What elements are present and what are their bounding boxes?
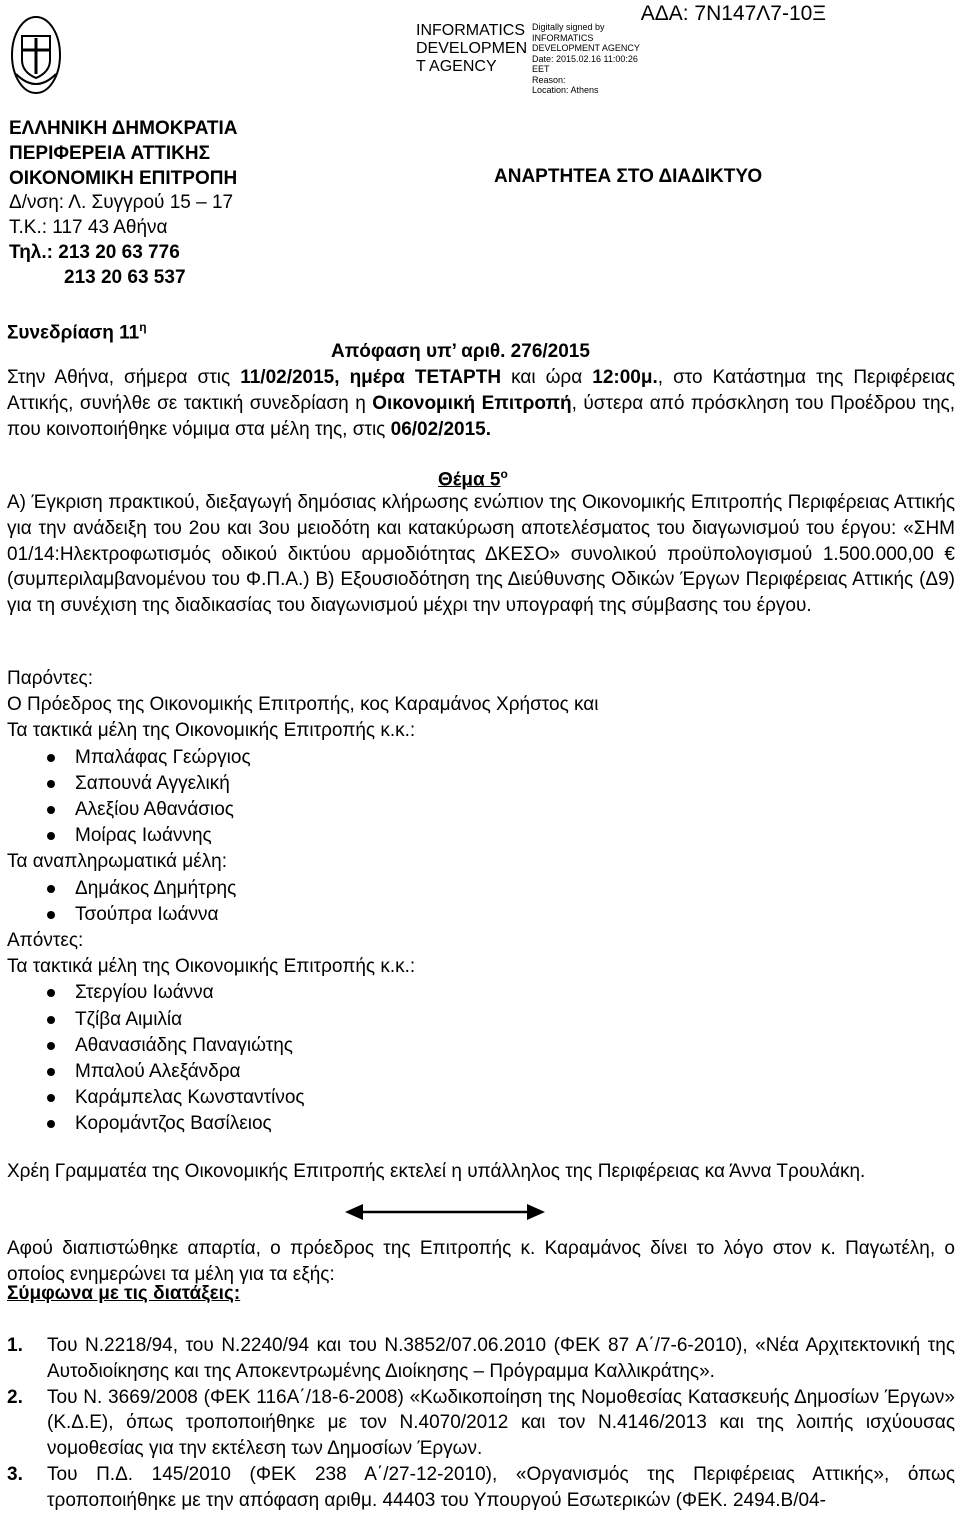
- quorum-paragraph: Αφού διαπιστώθηκε απαρτία, ο πρόεδρος της Επιτροπής κ. Καραμάνος δίνει το λόγο στον κ. Παγωτέλη, ο οποίος ενημερώνει τα μέλη για τα εξής:: [7, 1238, 955, 1285]
- letterhead-line: ΕΛΛΗΝΙΚΗ ΔΗΜΟΚΡΑΤΙΑ: [9, 118, 238, 139]
- letterhead-line: ΟΙΚΟΝΟΜΙΚΗ ΕΠΙΤΡΟΠΗ: [9, 167, 238, 189]
- intro-text: , στο Κατάστημα της Περιφέρειας Αττικής, συνήλθε σε τακτική συνεδρίαση η: [7, 367, 955, 414]
- secretary-paragraph: Χρέη Γραμματέα της Οικονομικής Επιτροπής εκτελεί η υπάλληλος της Περιφέρειας κα Άννα Τρουλάκη.: [7, 1161, 866, 1182]
- regular-members-label: Τα τακτικά μέλη της Οικονομικής Επιτροπής κ.κ.:: [7, 720, 416, 742]
- signature-detail-line: Digitally signed by: [532, 22, 605, 32]
- list-item: Αθανασιάδης Παναγιώτης: [7, 1033, 955, 1059]
- session-number: [7, 320, 147, 344]
- item-text: Του Ν. 3669/2008 (ΦΕΚ 116Α΄/18-6-2008) «Κωδικοποίηση της Νομοθεσίας Κατασκευής Δημοσίων Έργων» (Κ.Δ.Ε), όπως τροποποιήθηκε με τον Ν.4070/2012 και τον Ν.4146/2013 και της λοιπής ισχύουσας νομοθεσίας για την εκτέλεση των Δημοσίων Έργων.: [47, 1386, 955, 1460]
- signature-org-line: T AGENCY: [416, 58, 497, 75]
- list-item: Κορομάντζος Βασίλειος: [7, 1111, 955, 1137]
- intro-committee: Οικονομική Επιτροπή: [372, 392, 572, 414]
- list-item: Σαπουνά Αγγελική: [7, 771, 955, 797]
- signature-detail-line: INFORMATICS: [532, 32, 594, 43]
- item-text: Του Π.Δ. 145/2010 (ΦΕΚ 238 Α΄/27-12-2010), «Οργανισμός της Περιφέρειας Αττικής», όπως τροποποιήθηκε με την απόφαση αριθμ. 44403 του Υπουργού Εσωτερικών (ΦΕΚ. 2494.Β/04-: [47, 1463, 955, 1511]
- session-suffix: η: [139, 320, 147, 334]
- list-item: [7, 1333, 955, 1385]
- signature-org: [416, 22, 531, 76]
- item-number: 2.: [7, 1386, 23, 1408]
- letterhead: [9, 117, 237, 291]
- intro-paragraph: [7, 365, 955, 442]
- subject-paragraph: Α) Έγκριση πρακτικού, διεξαγωγή δημόσιας κλήρωσης ενώπιον της Οικονομικής Επιτροπής Περιφέρειας Αττικής για την ανάδειξη του 2ου και 3ου μειοδότη και κατακύρωση αποτελέσματος του διαγωνισμού του έργου: «ΣΗΜ 01/14:Ηλεκτροφωτισμός οδικού δικτύου αρμοδιότητας ΔΚΕΣΟ» συνολικού προϋπολογισμού 1.500.000,00 € (συμπεριλαμβανομένου του Φ.Π.Α.) Β) Εξουσιοδότηση της Διεύθυνσης Οδικών Έργων Περιφέρειας Αττικής (Δ9) για τη συνέχιση της διαδικασίας του διαγωνισμού μέχρι την υπογραφή της σύμβασης του έργου.: [7, 492, 955, 617]
- list-item: Τζίβα Αιμιλία: [7, 1007, 955, 1033]
- letterhead-line: Δ/νση: Λ. Συγγρού 15 – 17: [9, 192, 234, 214]
- intro-text: και ώρα: [501, 367, 593, 388]
- double-arrow-icon: [345, 1202, 545, 1222]
- letterhead-line: Τ.Κ.: 117 43 Αθήνα: [9, 217, 168, 239]
- signature-org-line: INFORMATICS: [416, 22, 526, 39]
- list-item: Μπαλάφας Γεώργιος: [7, 745, 955, 771]
- intro-text: Στην Αθήνα, σήμερα στις: [7, 367, 241, 388]
- provisions-title: Σύμφωνα με τις διατάξεις:: [7, 1283, 241, 1304]
- posting-notice: ΑΝΑΡΤΗΤΕΑ ΣΤΟ ΔΙΑΔΙΚΤΥΟ: [494, 166, 763, 187]
- signature-detail-line: Date: 2015.02.16 11:00:26: [532, 53, 638, 64]
- intro-date: 11/02/2015, ημέρα ΤΕΤΑΡΤΗ: [240, 367, 502, 388]
- list-item: [7, 1385, 955, 1462]
- list-item: Αλεξίου Αθανάσιος: [7, 797, 955, 823]
- item-text: Του Ν.2218/94, του Ν.2240/94 και του Ν.3852/07.06.2010 (ΦΕΚ 87 Α΄/7-6-2010), «Νέα Αρχιτεκτονική της Αυτοδιοίκησης και της Αποκεντρωμένης Διοίκησης – Πρόγραμμα Καλλικράτης».: [47, 1335, 955, 1382]
- topic-text: Θέμα 5: [438, 469, 501, 491]
- present-label: Παρόντες:: [7, 668, 93, 689]
- item-number: 3.: [7, 1463, 23, 1485]
- list-item: Μπαλού Αλεξάνδρα: [7, 1059, 955, 1085]
- absent-regular-label: Τα τακτικά μέλη της Οικονομικής Επιτροπής κ.κ.:: [7, 956, 416, 978]
- chair-line: Ο Πρόεδρος της Οικονομικής Επιτροπής, κος Καραμάνος Χρήστος και: [7, 694, 599, 716]
- list-item: Μοίρας Ιωάννης: [7, 823, 955, 849]
- attendance-section: [7, 666, 955, 1138]
- letterhead-line: ΠΕΡΙΦΕΡΕΙΑ ΑΤΤΙΚΗΣ: [9, 142, 211, 164]
- provisions-list: [7, 1333, 955, 1514]
- list-item: Καράμπελας Κωνσταντίνος: [7, 1085, 955, 1111]
- intro-time: 12:00μ.: [592, 367, 658, 388]
- letterhead-line: Τηλ.: 213 20 63 776: [9, 241, 180, 263]
- intro-invite-date: 06/02/2015.: [390, 418, 491, 440]
- intro-text: , ύστερα από πρόσκληση του Προέδρου της, που κοινοποιήθηκε νόμιμα στα μέλη της, στις: [7, 392, 955, 440]
- signature-org-line: DEVELOPMEN: [416, 40, 528, 57]
- ada-code: ΑΔΑ: 7Ν147Λ7-10Ξ: [640, 2, 826, 25]
- signature-detail-line: DEVELOPMENT AGENCY: [532, 43, 640, 53]
- letterhead-line: 213 20 63 537: [64, 266, 186, 288]
- signature-detail-line: Location: Athens: [532, 85, 599, 95]
- list-item: Τσούπρα Ιωάννα: [7, 902, 955, 928]
- item-number: 1.: [7, 1335, 23, 1356]
- absent-label: Απόντες:: [7, 930, 84, 952]
- session-text: Συνεδρίαση 11: [7, 322, 140, 344]
- topic-suffix: ο: [500, 467, 508, 481]
- signature-details: [532, 22, 640, 96]
- topic-heading: [438, 467, 508, 491]
- greek-emblem-icon: [10, 14, 62, 96]
- list-item: [7, 1462, 955, 1514]
- decision-number: Απόφαση υπ’ αριθ. 276/2015: [331, 341, 590, 362]
- signature-detail-line: Reason:: [532, 74, 566, 85]
- list-item: Δημάκος Δημήτρης: [7, 876, 955, 902]
- alternate-members-label: Τα αναπληρωματικά μέλη:: [7, 851, 228, 873]
- list-item: Στεργίου Ιωάννα: [7, 980, 955, 1006]
- signature-detail-line: EET: [532, 64, 550, 74]
